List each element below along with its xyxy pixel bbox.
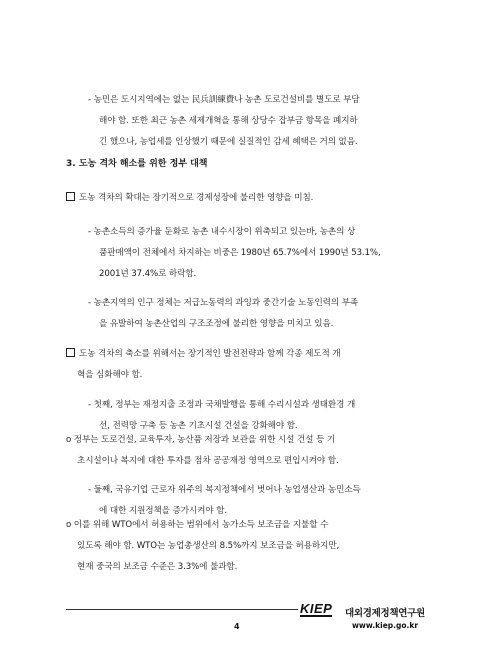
- text-line: - 농민은 도시지역에는 없는 民兵訓練費나 농촌 도로건설비를 별도로 부담: [88, 95, 360, 105]
- organization-url[interactable]: www.kiep.go.kr: [352, 621, 419, 630]
- kiep-logo: KIEP: [300, 601, 333, 616]
- text-line: 을 유발하여 농촌산업의 구조조정에 불리한 영향을 미치고 있음.: [99, 319, 334, 329]
- text-line: 에 대한 지원정책을 증가시켜야 함.: [99, 506, 227, 516]
- square-bullet-icon: [66, 348, 75, 357]
- text-line: 선, 전력망 구축 등 농촌 기초시설 건설을 강화해야 함.: [99, 421, 298, 431]
- footer-divider: [66, 609, 298, 610]
- paragraph-market-shrink: [88, 222, 433, 285]
- text-line: 2001년 37.4%로 하락함.: [99, 269, 197, 279]
- section-heading: 3. 도농 격차 해소를 위한 정부 대책: [66, 159, 208, 169]
- text-line: 도농 격차의 확대는 장기적으로 경제성장에 불리한 영향을 미침.: [79, 193, 314, 203]
- organization-name: 대외경제정책연구원: [345, 608, 425, 619]
- text-line: o 이를 위해 WTO에서 허용하는 범위에서 농가소득 보조금을 지불할 수: [66, 520, 329, 530]
- text-line: 초시설이나 복지에 대한 투자를 점차 공공재정 영역으로 편입시켜야 함.: [77, 456, 339, 466]
- page-number: 4: [234, 622, 240, 631]
- text-line: o 정부는 도로건설, 교육투자, 농산품 저장과 보관을 위한 시설 건설 등 기: [66, 435, 336, 445]
- paragraph-growth-impact: [66, 188, 438, 209]
- square-bullet-icon: [66, 192, 75, 201]
- text-line: 현재 중국의 보조금 수준은 3.3%에 불과함.: [77, 562, 238, 572]
- text-line: 있도록 해야 함. WTO는 농업총생산의 8.5%까지 보조금을 허용하지만,: [77, 541, 340, 551]
- text-line: 긴 했으나, 농업세를 인상했기 때문에 실질적인 감세 혜택은 거의 없음.: [99, 137, 358, 147]
- text-line: - 둘째, 국유기업 근로자 위주의 복지정책에서 벗어나 농업생산과 농민소득: [88, 485, 361, 495]
- text-line: - 농촌소득의 증가율 둔화로 농촌 내수시장이 위축되고 있는바, 농촌의 상: [88, 227, 356, 237]
- paragraph-infrastructure: [66, 430, 438, 472]
- text-line: - 농촌지역의 인구 정체는 저급노동력의 과잉과 중간기술 노동인력의 부족: [88, 298, 359, 308]
- paragraph-population: [88, 293, 433, 335]
- text-line: 도농 격차의 축소를 위해서는 장기적인 발전전략과 함께 각종 제도적 개: [79, 349, 341, 359]
- paragraph-wto-subsidy: [66, 515, 438, 578]
- text-line: 해야 함. 또한 최근 농촌 세제개혁을 통해 상당수 잡부금 항목을 폐지하: [99, 116, 358, 126]
- text-line: 혁을 심화해야 함.: [77, 370, 143, 380]
- paragraph-reform: [66, 344, 438, 386]
- text-line: 품판매액이 전체에서 차지하는 비중은 1980년 65.7%에서 1990년 53.1%,: [99, 248, 381, 258]
- paragraph-rural-burden: [88, 90, 433, 153]
- text-line: - 첫째, 정부는 재정지출 조정과 국채발행을 통해 수리시설과 생태환경 개: [88, 400, 356, 410]
